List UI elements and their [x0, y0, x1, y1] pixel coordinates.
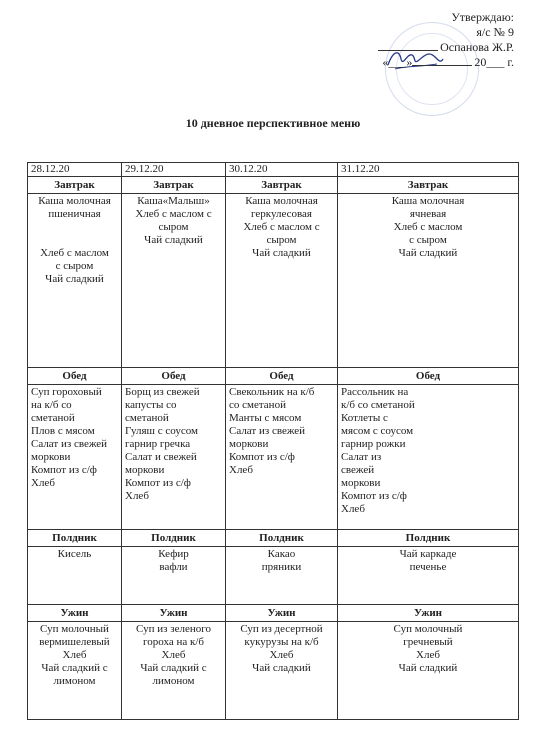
menu-item: ячневая: [409, 208, 447, 220]
menu-cell: [28, 194, 122, 368]
meal-label: Завтрак: [338, 177, 519, 194]
menu-item: моркови: [341, 477, 381, 489]
menu-item: моркови: [31, 451, 71, 463]
meal-label: Обед: [338, 368, 519, 385]
menu-item: сыром: [158, 221, 189, 233]
meal-header-row: [28, 177, 519, 194]
approval-heading: Утверждаю:: [451, 10, 514, 24]
menu-cell: [338, 547, 519, 605]
approval-block: [378, 10, 514, 70]
menu-item: Хлеб: [31, 477, 55, 489]
menu-cell: [28, 622, 122, 720]
meal-label: Полдник: [122, 530, 226, 547]
menu-item: Хлеб с маслом с: [135, 208, 212, 220]
menu-item: вафли: [159, 561, 188, 573]
menu-item: Какао: [267, 548, 296, 560]
meal-label: Завтрак: [226, 177, 338, 194]
menu-item: Салат из свежей: [229, 425, 306, 437]
menu-item: Хлеб: [62, 649, 87, 661]
menu-item: пшеничная: [48, 208, 101, 220]
menu-item: Кисель: [57, 548, 92, 560]
menu-item: Компот из с/ф: [31, 464, 97, 476]
menu-item: Чай сладкий: [252, 662, 311, 674]
menu-item: Хлеб: [269, 649, 294, 661]
page-title: 10 дневное перспективное меню: [185, 116, 361, 130]
menu-content-row: [28, 547, 519, 605]
menu-cell: [338, 194, 519, 368]
menu-item: Салат и свежей: [125, 451, 197, 463]
date-cell: 30.12.20: [226, 163, 338, 177]
menu-item: лимоном: [53, 675, 96, 687]
approval-date-year: 20___ г.: [474, 55, 514, 69]
menu-cell: [226, 385, 338, 530]
meal-label: Ужин: [122, 605, 226, 622]
menu-cell: [122, 385, 226, 530]
menu-item: Чай сладкий: [398, 662, 458, 674]
menu-content-row: [28, 385, 519, 530]
menu-item: Компот из с/ф: [341, 490, 407, 502]
menu-item: Суп из зеленого: [136, 623, 211, 635]
menu-cell: [338, 385, 519, 530]
menu-item: геркулесовая: [251, 208, 312, 220]
menu-item: к/б со сметаной: [341, 399, 415, 411]
date-cell: 28.12.20: [28, 163, 122, 177]
menu-item: сметаной: [125, 412, 169, 424]
menu-item: Хлеб с маслом: [40, 247, 109, 259]
meal-label: Завтрак: [122, 177, 226, 194]
meal-label: Ужин: [226, 605, 338, 622]
meal-label: Обед: [226, 368, 338, 385]
menu-cell: [226, 547, 338, 605]
menu-item: моркови: [229, 438, 269, 450]
date-row: [28, 163, 519, 177]
menu-item: Салат из: [341, 451, 382, 463]
menu-item: Каша молочная: [391, 195, 465, 207]
meal-header-row: [28, 605, 519, 622]
menu-item: Котлеты с: [341, 412, 388, 424]
menu-item: гарнир рожки: [341, 438, 406, 450]
menu-item: со сметаной: [229, 399, 286, 411]
menu-item: Борщ из свежей: [125, 386, 200, 398]
menu-item: Компот из с/ф: [229, 451, 295, 463]
menu-item: Чай каркаде: [399, 548, 457, 560]
approval-institution: я/с № 9: [476, 25, 514, 39]
menu-item: лимоном: [152, 675, 195, 687]
menu-item: гарнир гречка: [125, 438, 191, 450]
menu-table: [27, 162, 519, 720]
menu-item: Суп молочный: [40, 623, 109, 635]
menu-cell: [226, 194, 338, 368]
menu-item: Плов с мясом: [31, 425, 95, 437]
menu-item: гороха на к/б: [143, 636, 204, 648]
meal-header-row: [28, 530, 519, 547]
approval-signatory: [378, 40, 514, 55]
menu-item: гречневый: [403, 636, 453, 648]
menu-item: Чай сладкий с: [140, 662, 207, 674]
menu-item: моркови: [125, 464, 165, 476]
date-cell: 31.12.20: [338, 163, 519, 177]
menu-cell: [122, 547, 226, 605]
menu-item: Хлеб: [416, 649, 440, 661]
menu-item: [31, 234, 118, 247]
signature-line: [378, 50, 438, 51]
menu-item: Хлеб: [125, 490, 149, 502]
menu-cell: [122, 194, 226, 368]
menu-item: Салат из свежей: [31, 438, 108, 450]
date-line: [412, 65, 472, 66]
menu-item: с сыром: [409, 234, 447, 246]
menu-item: Суп гороховый: [31, 386, 102, 398]
meal-label: Полдник: [338, 530, 519, 547]
meal-label: Полдник: [28, 530, 122, 547]
meal-label: Ужин: [338, 605, 519, 622]
approval-date-day: «___»: [382, 55, 413, 69]
menu-cell: [122, 622, 226, 720]
approval-date: [378, 55, 514, 70]
menu-item: печенье: [409, 561, 447, 573]
approval-name: Оспанова Ж.Р.: [440, 40, 514, 54]
menu-item: Чай сладкий: [45, 273, 104, 285]
menu-item: сыром: [266, 234, 297, 246]
menu-item: на к/б со: [31, 399, 72, 411]
menu-item: Хлеб с маслом с: [243, 221, 320, 233]
menu-item: с сыром: [55, 260, 94, 272]
menu-item: Каша молочная: [38, 195, 111, 207]
menu-item: Хлеб: [341, 503, 365, 515]
menu-item: Кефир: [158, 548, 189, 560]
menu-content-row: [28, 622, 519, 720]
menu-cell: [226, 622, 338, 720]
menu-item: капусты со: [125, 399, 177, 411]
menu-item: вермишелевый: [39, 636, 110, 648]
menu-item: Манты с мясом: [229, 412, 302, 424]
menu-item: Свекольник на к/б: [229, 386, 315, 398]
meal-label: Обед: [28, 368, 122, 385]
meal-label: Ужин: [28, 605, 122, 622]
menu-item: Чай сладкий с: [41, 662, 108, 674]
meal-label: Обед: [122, 368, 226, 385]
menu-item: Суп из десертной: [240, 623, 323, 635]
menu-item: сметаной: [31, 412, 75, 424]
menu-item: Хлеб: [161, 649, 186, 661]
menu-item: свежей: [341, 464, 375, 476]
menu-item: Рассольник на: [341, 386, 409, 398]
menu-cell: [338, 622, 519, 720]
menu-content-row: [28, 194, 519, 368]
meal-label: Полдник: [226, 530, 338, 547]
menu-item: Каша«Малыш»: [137, 195, 210, 207]
menu-item: Компот из с/ф: [125, 477, 191, 489]
meal-header-row: [28, 368, 519, 385]
date-cell: 29.12.20: [122, 163, 226, 177]
menu-item: кукурузы на к/б: [244, 636, 319, 648]
menu-item: Хлеб: [229, 464, 253, 476]
menu-item: Чай сладкий: [144, 234, 203, 246]
menu-item: Каша молочная: [245, 195, 318, 207]
menu-item: Хлеб с маслом: [393, 221, 463, 233]
menu-item: [31, 221, 118, 234]
menu-item: пряники: [261, 561, 302, 573]
menu-item: Чай сладкий: [252, 247, 311, 259]
menu-item: мясом с соусом: [341, 425, 414, 437]
menu-item: Чай сладкий: [398, 247, 458, 259]
meal-label: Завтрак: [28, 177, 122, 194]
menu-item: Гуляш с соусом: [125, 425, 198, 437]
menu-cell: [28, 547, 122, 605]
menu-cell: [28, 385, 122, 530]
menu-item: Суп молочный: [393, 623, 463, 635]
